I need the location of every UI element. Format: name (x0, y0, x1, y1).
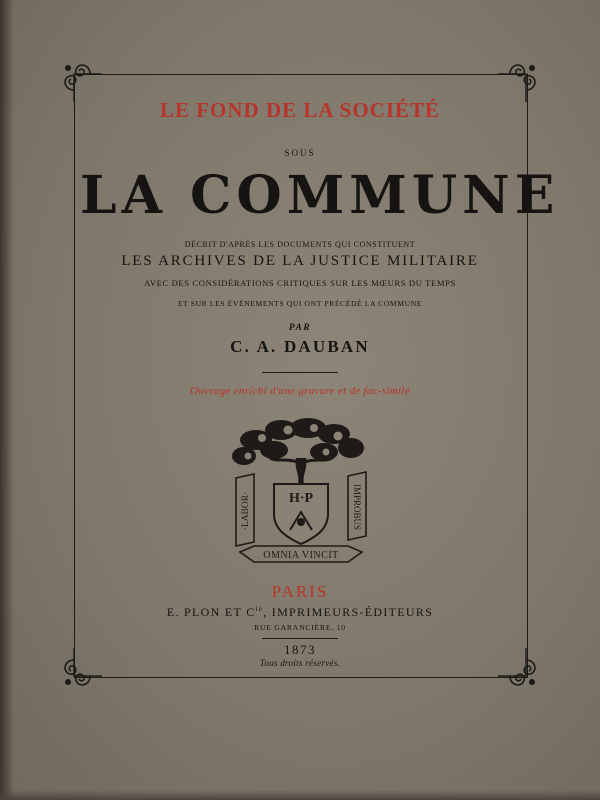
subtitle-line-4: ET SUR LES ÉVÉNEMENTS QUI ONT PRÉCÉDÉ LA COMMUNE (177, 299, 423, 308)
motto-left: ·LABOR· (241, 491, 251, 531)
subtitle-line-1: DÉCRIT D'APRÈS LES DOCUMENTS QUI CONSTITUENT (184, 240, 416, 249)
motto-right: IMPROBUS (352, 483, 362, 531)
heading-red: LE FOND DE LA SOCIÉTÉ (159, 98, 441, 122)
enrichment-note: Ouvrage enrichi d'une gravure et de fac-similé (190, 385, 410, 397)
rights-note: Tous droits réservés. (259, 658, 341, 668)
spine-shadow (0, 0, 14, 800)
divider-rule (262, 372, 338, 373)
cover-bottom-edge (0, 790, 600, 800)
par-label: PAR (288, 323, 312, 333)
imprint-city: PARIS (271, 582, 329, 601)
imprint-year: 1873 (284, 642, 316, 657)
subtitle-line-3: AVEC DES CONSIDÉRATIONS CRITIQUES SUR LES MŒURS DU TEMPS (144, 278, 456, 288)
publisher-emblem-icon (226, 418, 376, 568)
main-title: LA COMMUNE (80, 165, 560, 226)
imprint-address: RUE GARANCIÈRE, 10 (254, 623, 346, 632)
monogram: H·P (288, 491, 314, 506)
motto-bottom: OMNIA VINCIT (263, 550, 339, 561)
divider-rule (262, 638, 338, 639)
publisher-emblem (226, 418, 376, 568)
imprint-publisher: E. PLON ET $C^{ie}$, IMPRIMEURS-ÉDITEURS (166, 605, 434, 619)
sous-label: SOUS (284, 148, 316, 158)
subtitle-line-2: LES ARCHIVES DE LA JUSTICE MILITAIRE (121, 253, 479, 269)
author-name: C. A. DAUBAN (230, 337, 370, 356)
